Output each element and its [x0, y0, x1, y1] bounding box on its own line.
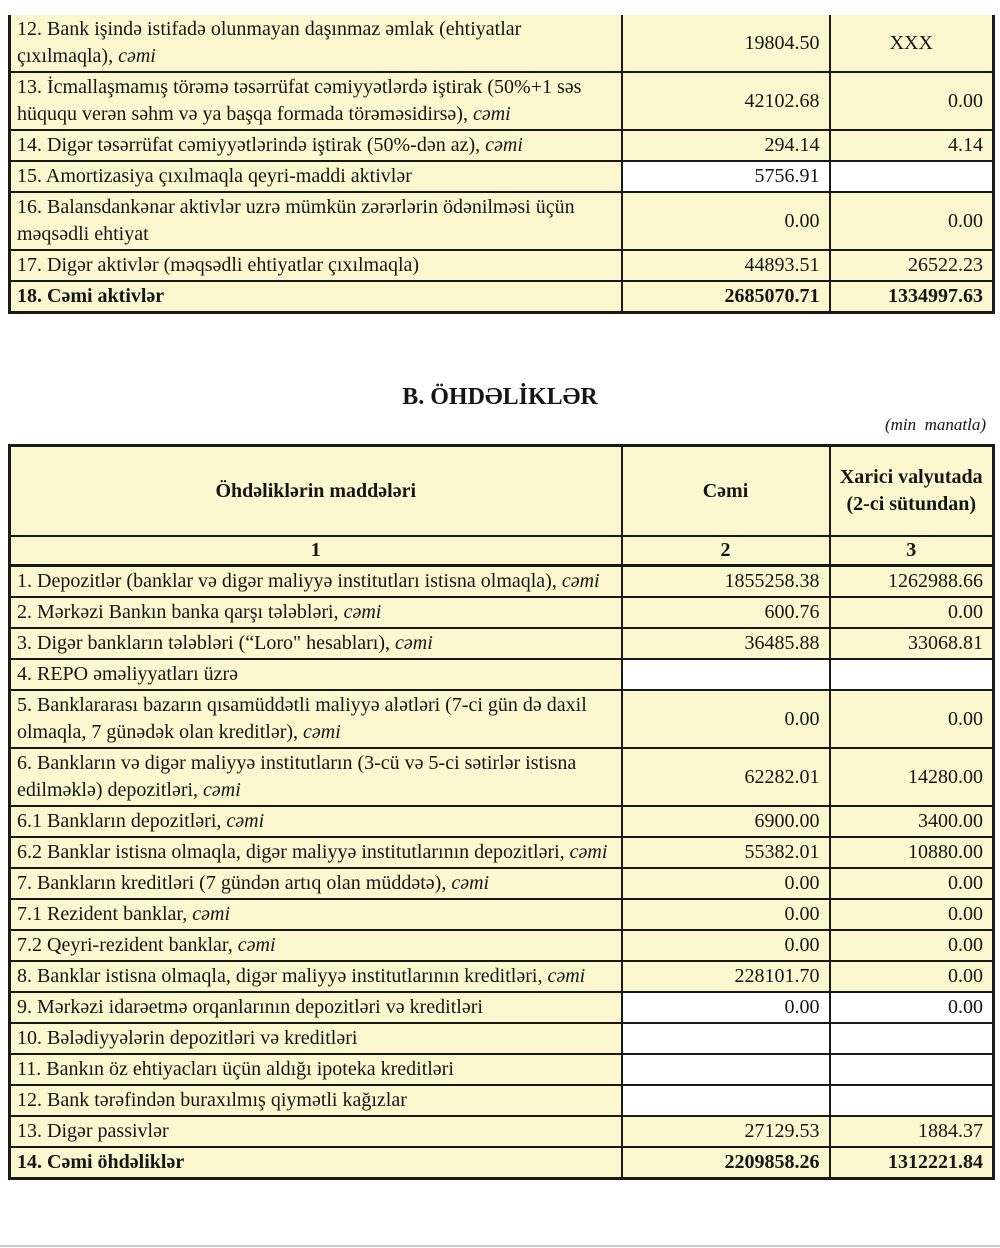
total-value-cell: 19804.50 [622, 15, 830, 72]
row-label: 10. Bələdiyyələrin depozitləri və kreditləri [17, 1027, 358, 1049]
row-label-cell [10, 748, 622, 806]
table-row [10, 566, 994, 598]
foreign-value-cell: 0.00 [830, 690, 994, 748]
table-row [10, 1147, 994, 1179]
table-row [10, 1023, 994, 1054]
foreign-value-cell: 0.00 [830, 868, 994, 899]
row-label-cell [10, 161, 622, 192]
foreign-value-cell: 4.14 [830, 130, 994, 161]
row-label: 17. Digər aktivlər (məqsədli ehtiyatlar çıxılmaqla) [17, 254, 420, 276]
row-label-cell [10, 628, 622, 659]
row-label-cell [10, 930, 622, 961]
assets-table [8, 15, 995, 314]
row-label-italic: cəmi [203, 779, 241, 801]
row-label: 13. Digər passivlər [17, 1120, 169, 1142]
foreign-value-cell: 0.00 [830, 72, 994, 130]
row-label: 13. İcmallaşmamış törəmə təsərrüfat cəmiyyətlərdə iştirak (50%+1 səs hüququ verən səhm və ya başqa formada törəməsidirsə), [17, 76, 582, 125]
row-label: 3. Digər bankların tələbləri (“Loro" hesabları), [17, 632, 396, 654]
row-label-cell [10, 806, 622, 837]
total-value-cell: 2685070.71 [622, 281, 830, 313]
row-label: 7.1 Rezident banklar, [17, 903, 193, 925]
foreign-value-cell: 1884.37 [830, 1116, 994, 1147]
row-label-cell [10, 659, 622, 690]
row-label-cell [10, 961, 622, 992]
foreign-value-cell: XXX [830, 15, 994, 72]
total-value-cell [622, 1023, 830, 1054]
foreign-value-cell: 0.00 [830, 899, 994, 930]
total-value-cell [622, 659, 830, 690]
row-label-italic: cəmi [303, 721, 341, 743]
row-label-italic: cəmi [395, 632, 433, 654]
row-label: 6.2 Banklar istisna olmaqla, digər maliyyə institutlarının depozitləri, [17, 841, 570, 863]
row-label-cell [10, 1023, 622, 1054]
row-label: 6.1 Bankların depozitləri, [17, 810, 227, 832]
column-number-3: 3 [830, 536, 994, 566]
row-label-italic: cəmi [547, 965, 586, 987]
table-row [10, 690, 994, 748]
total-value-cell: 0.00 [622, 930, 830, 961]
total-value-cell: 42102.68 [622, 72, 830, 130]
total-value-cell: 0.00 [622, 690, 830, 748]
foreign-value-cell: 0.00 [830, 992, 994, 1023]
row-label-cell [10, 992, 622, 1023]
row-label-italic: cəmi [343, 601, 382, 623]
total-value-cell: 27129.53 [622, 1116, 830, 1147]
column-number-2: 2 [622, 536, 830, 566]
row-label-cell [10, 250, 622, 281]
section-title: B. ÖHDƏLİKLƏR [402, 384, 598, 410]
row-label: 12. Bank tərəfindən buraxılmış qiymətli kağızlar [17, 1089, 407, 1111]
row-label-italic: cəmi [451, 872, 490, 894]
table-row [10, 806, 994, 837]
foreign-value-cell: 0.00 [830, 930, 994, 961]
row-label: 14. Cəmi öhdəliklər [17, 1151, 185, 1173]
row-label: 12. Bank işində istifadə olunmayan daşınmaz əmlak (ehtiyatlar çıxılmaqla), [17, 18, 522, 67]
total-value-cell: 36485.88 [622, 628, 830, 659]
column-number-1: 1 [10, 536, 622, 566]
row-label: 18. Cəmi aktivlər [17, 285, 165, 307]
header-items-label: Öhdəliklərin maddələri [10, 446, 622, 537]
total-value-cell: 5756.91 [622, 161, 830, 192]
table-row [10, 15, 994, 72]
table-row [10, 1116, 994, 1147]
header-total-label: Cəmi [622, 446, 830, 537]
table-row [10, 597, 994, 628]
row-label-cell [10, 690, 622, 748]
total-value-cell: 294.14 [622, 130, 830, 161]
foreign-value-cell: 1334997.63 [830, 281, 994, 313]
row-label-cell [10, 130, 622, 161]
table-row [10, 837, 994, 868]
row-label: 8. Banklar istisna olmaqla, digər maliyyə institutlarının kreditləri, [17, 965, 548, 987]
foreign-value-cell: 0.00 [830, 597, 994, 628]
foreign-value-cell [830, 1023, 994, 1054]
total-value-cell [622, 1054, 830, 1085]
row-label-italic: cəmi [561, 570, 600, 592]
table-row [10, 628, 994, 659]
table-row [10, 930, 994, 961]
row-label: 7.2 Qeyri-rezident banklar, [17, 934, 238, 956]
total-value-cell: 600.76 [622, 597, 830, 628]
row-label-cell [10, 1054, 622, 1085]
total-value-cell: 0.00 [622, 192, 830, 250]
table-row [10, 130, 994, 161]
foreign-value-cell: 1312221.84 [830, 1147, 994, 1179]
table-row [10, 992, 994, 1023]
table-row [10, 1085, 994, 1116]
row-label: 1. Depozitlər (banklar və digər maliyyə institutları istisna olmaqla), [17, 570, 562, 592]
foreign-value-cell: 26522.23 [830, 250, 994, 281]
row-label-italic: cəmi [237, 934, 276, 956]
foreign-value-cell [830, 161, 994, 192]
row-label: 9. Mərkəzi idarəetmə orqanlarının depozitləri və kreditləri [17, 996, 483, 1018]
table-row [10, 161, 994, 192]
row-label-cell [10, 281, 622, 313]
total-value-cell: 1855258.38 [622, 566, 830, 598]
table-row [10, 961, 994, 992]
table-row [10, 868, 994, 899]
row-label-italic: cəmi [472, 103, 511, 125]
foreign-value-cell: 1262988.66 [830, 566, 994, 598]
total-value-cell: 0.00 [622, 899, 830, 930]
row-label-cell [10, 1085, 622, 1116]
row-label: 7. Bankların kreditləri (7 gündən artıq olan müddətə), [17, 872, 452, 894]
foreign-value-cell: 0.00 [830, 961, 994, 992]
liabilities-table-body [10, 566, 994, 1179]
table-row [10, 72, 994, 130]
table-row [10, 748, 994, 806]
total-value-cell: 0.00 [622, 992, 830, 1023]
row-label-cell [10, 192, 622, 250]
row-label-italic: cəmi [118, 45, 156, 67]
row-label: 11. Bankın öz ehtiyacları üçün aldığı ipoteka kreditləri [17, 1058, 454, 1080]
table-row [10, 250, 994, 281]
foreign-value-cell [830, 659, 994, 690]
row-label-cell [10, 72, 622, 130]
row-label-italic: cəmi [485, 134, 523, 156]
table-row [10, 192, 994, 250]
row-label: 14. Digər təsərrüfat cəmiyyətlərində iştirak (50%-dən az), [17, 134, 486, 156]
foreign-value-cell: 10880.00 [830, 837, 994, 868]
row-label-cell [10, 1147, 622, 1179]
column-number-row [10, 536, 994, 566]
page-bottom-edge [0, 1245, 1000, 1247]
row-label: 15. Amortizasiya çıxılmaqla qeyri-maddi aktivlər [17, 165, 412, 187]
row-label: 5. Banklararası bazarın qısamüddətli maliyyə alətləri (7-ci gün də daxil olmaqla, 7 günədək olan kreditlər), [17, 694, 587, 743]
unit-note: (min manatla) [884, 415, 986, 434]
row-label-cell [10, 597, 622, 628]
table-row [10, 659, 994, 690]
total-value-cell [622, 1085, 830, 1116]
total-value-cell: 55382.01 [622, 837, 830, 868]
row-label-cell [10, 837, 622, 868]
row-label-cell [10, 15, 622, 72]
row-label: 6. Bankların və digər maliyyə institutların (3-cü və 5-ci sətirlər istisna edilməklə) depozitləri, [17, 752, 577, 801]
foreign-value-cell [830, 1085, 994, 1116]
total-value-cell: 62282.01 [622, 748, 830, 806]
foreign-value-cell: 14280.00 [830, 748, 994, 806]
table-row [10, 899, 994, 930]
foreign-value-cell: 33068.81 [830, 628, 994, 659]
row-label-cell [10, 566, 622, 598]
total-value-cell: 2209858.26 [622, 1147, 830, 1179]
liabilities-table [8, 444, 995, 1180]
foreign-value-cell [830, 1054, 994, 1085]
total-value-cell: 228101.70 [622, 961, 830, 992]
total-value-cell: 6900.00 [622, 806, 830, 837]
row-label-italic: cəmi [192, 903, 231, 925]
total-value-cell: 0.00 [622, 868, 830, 899]
row-label-italic: cəmi [226, 810, 265, 832]
row-label: 2. Mərkəzi Bankın banka qarşı tələbləri, [17, 601, 344, 623]
foreign-value-cell: 0.00 [830, 192, 994, 250]
row-label: 4. REPO əməliyyatları üzrə [17, 663, 239, 685]
row-label-italic: cəmi [569, 841, 608, 863]
foreign-value-cell: 3400.00 [830, 806, 994, 837]
total-value-cell: 44893.51 [622, 250, 830, 281]
row-label-cell [10, 1116, 622, 1147]
assets-table-body [10, 15, 994, 313]
table-row [10, 281, 994, 313]
row-label: 16. Balansdankənar aktivlər uzrə mümkün zərərlərin ödənilməsi üçün məqsədli ehtiyat [17, 196, 575, 245]
header-foreign-label: Xarici valyutada (2-ci sütundan) [830, 446, 994, 537]
header-row [10, 446, 994, 537]
row-label-cell [10, 899, 622, 930]
row-label-cell [10, 868, 622, 899]
table-row [10, 1054, 994, 1085]
